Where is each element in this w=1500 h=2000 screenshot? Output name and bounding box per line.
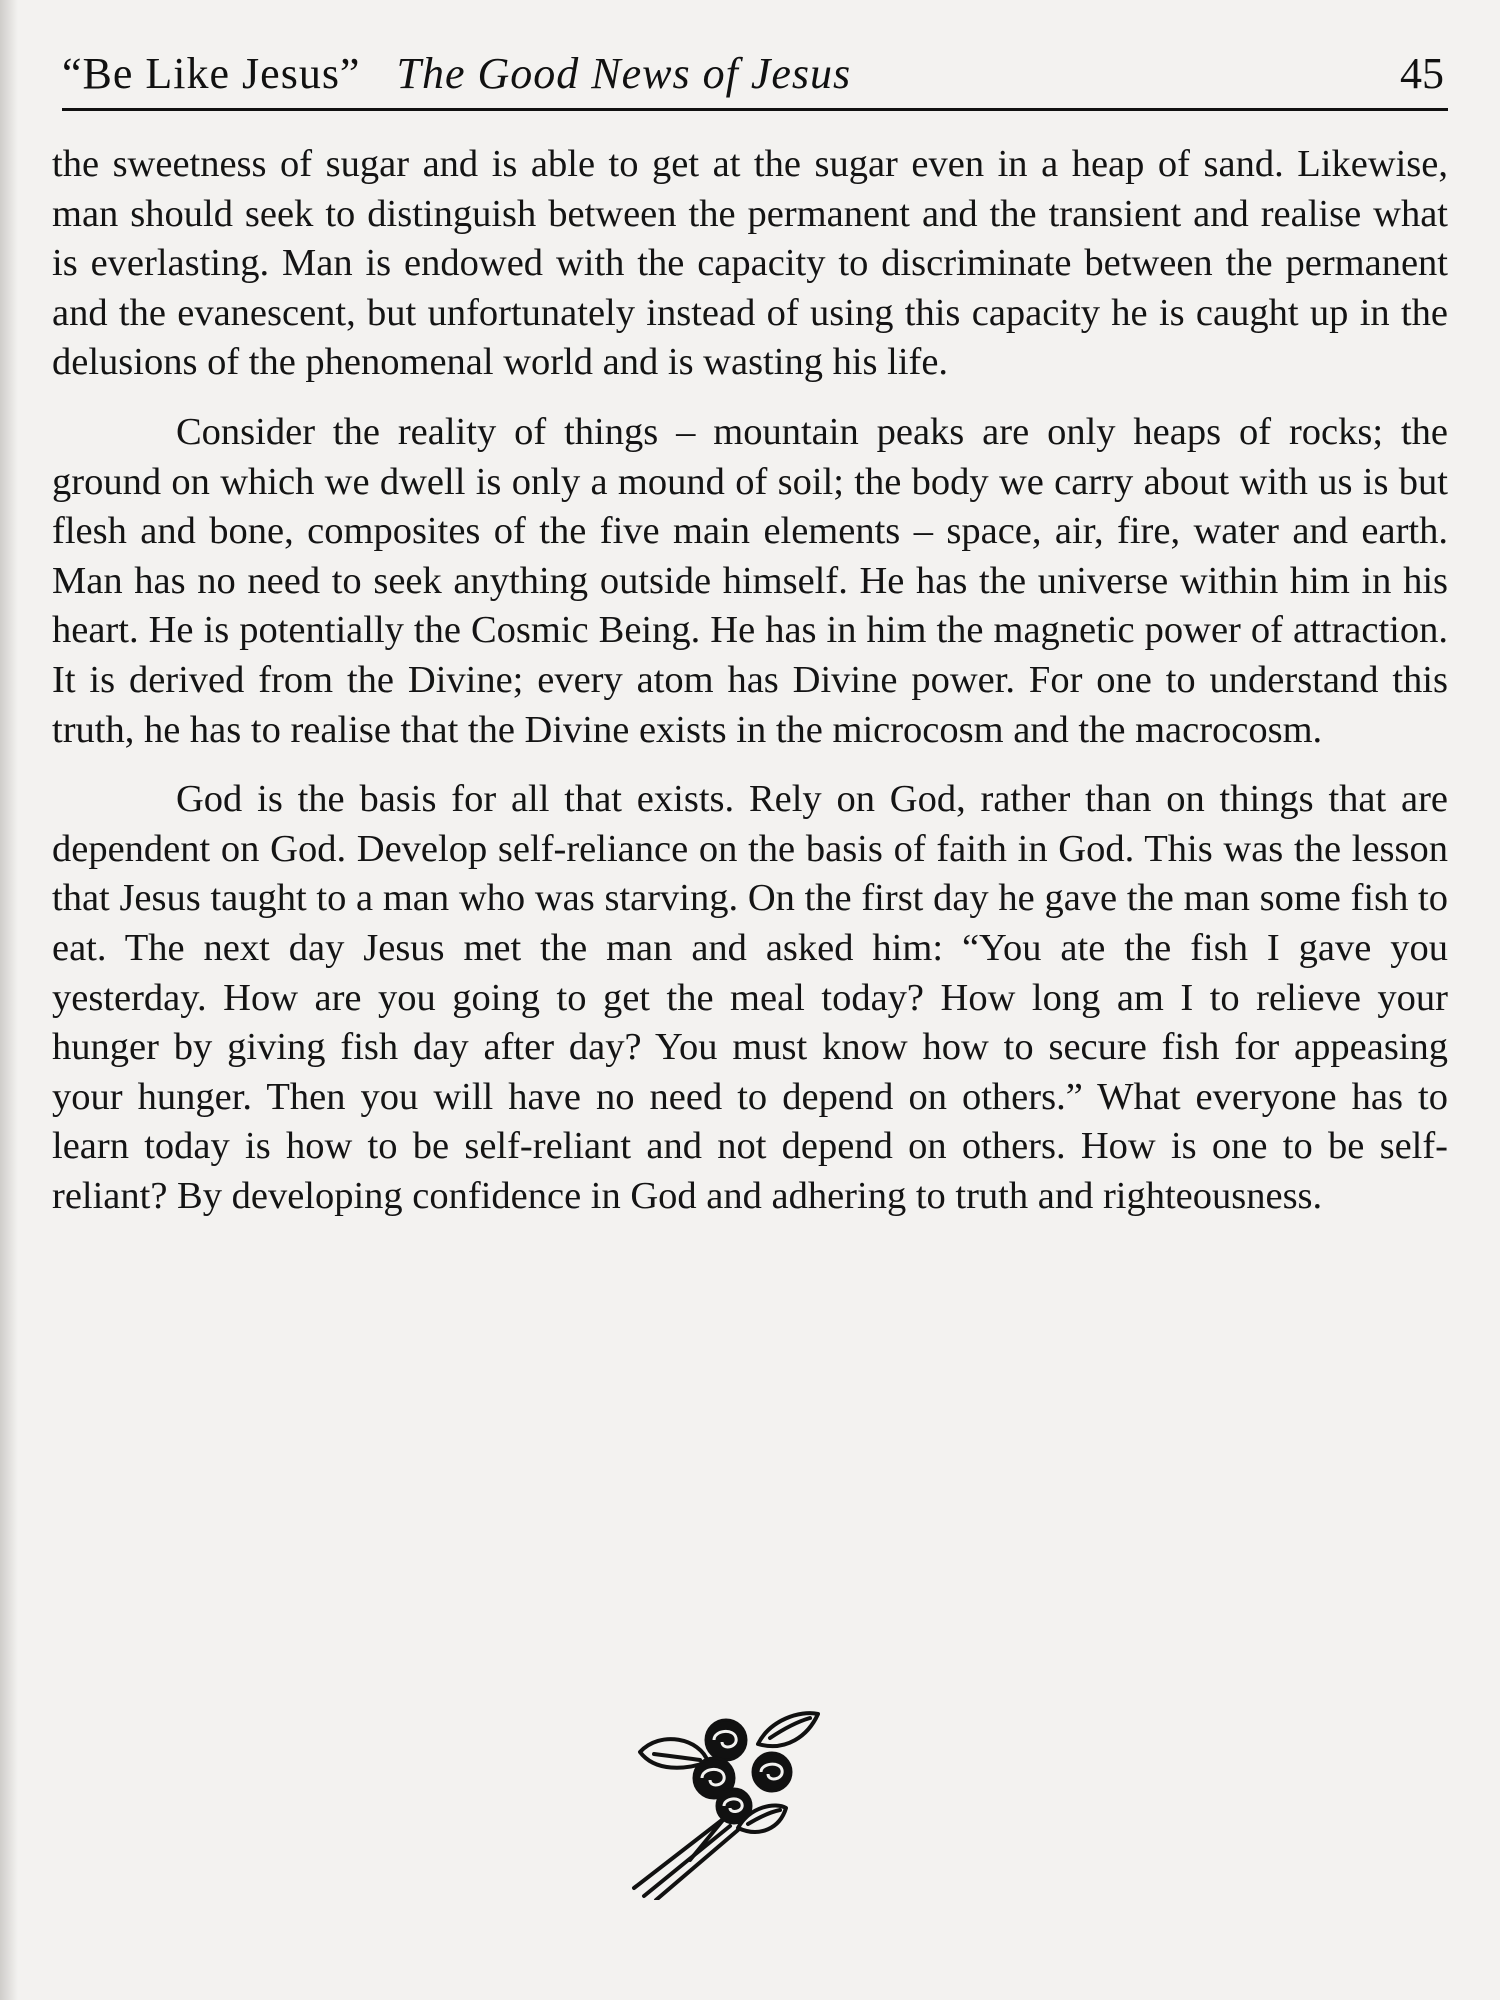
book-title: The Good News of Jesus (396, 49, 852, 98)
header-rule (62, 108, 1448, 111)
paragraph-1: the sweetness of sugar and is able to get at the sugar even in a heap of sand. Likewise, man should seek to distinguish between the permanent and the transient and realise what is everlasting. Man is endowed with the capacity to discriminate between the permanent and the evanescent, but unfortunately instead of using this capacity he is caught up in the delusions of the phenomenal world and is wasting his life. (52, 143, 1448, 384)
paragraph-2: Consider the reality of things – mountain peaks are only heaps of rocks; the ground on which we dwell is only a mound of soil; the body we carry about with us is but flesh and bone, composites of the five main elements – space, air, fire, water and earth. Man has no need to seek anything outside himself. He has the universe within him in his heart. He is potentially the Cosmic Being. He has in him the magnetic power of attraction. It is derived from the Divine; every atom has Divine power. For one to understand this truth, he has to realise that the Divine exists in the microcosm and the macrocosm. (52, 410, 1448, 751)
body-text (52, 140, 1448, 1241)
paragraph-3: God is the basis for all that exists. Rely on God, rather than on things that are dependent on God. Develop self-reliance on the basis of faith in God. This was the lesson that Jesus taught to a man who was starving. On the first day he gave the man some fish to eat. The next day Jesus met the man and asked him: “You ate the fish I gave you yesterday. How are you going to get the meal today? How long am I to relieve your hunger by giving fish day after day? You must know how to secure fish for appeasing your hunger. Then you will have no need to depend on others.” What everyone has to learn today is how to be self-reliant and not depend on others. How is one to be self-reliant? By developing confidence in God and adhering to truth and righteousness. (52, 778, 1448, 1217)
running-header (62, 42, 1448, 112)
chapter-title: “Be Like Jesus” (62, 49, 361, 98)
page-number: 45 (1400, 49, 1444, 98)
flower-bouquet-icon (630, 1710, 860, 1900)
page-gutter-shadow (0, 0, 18, 2000)
header-title (62, 48, 851, 99)
